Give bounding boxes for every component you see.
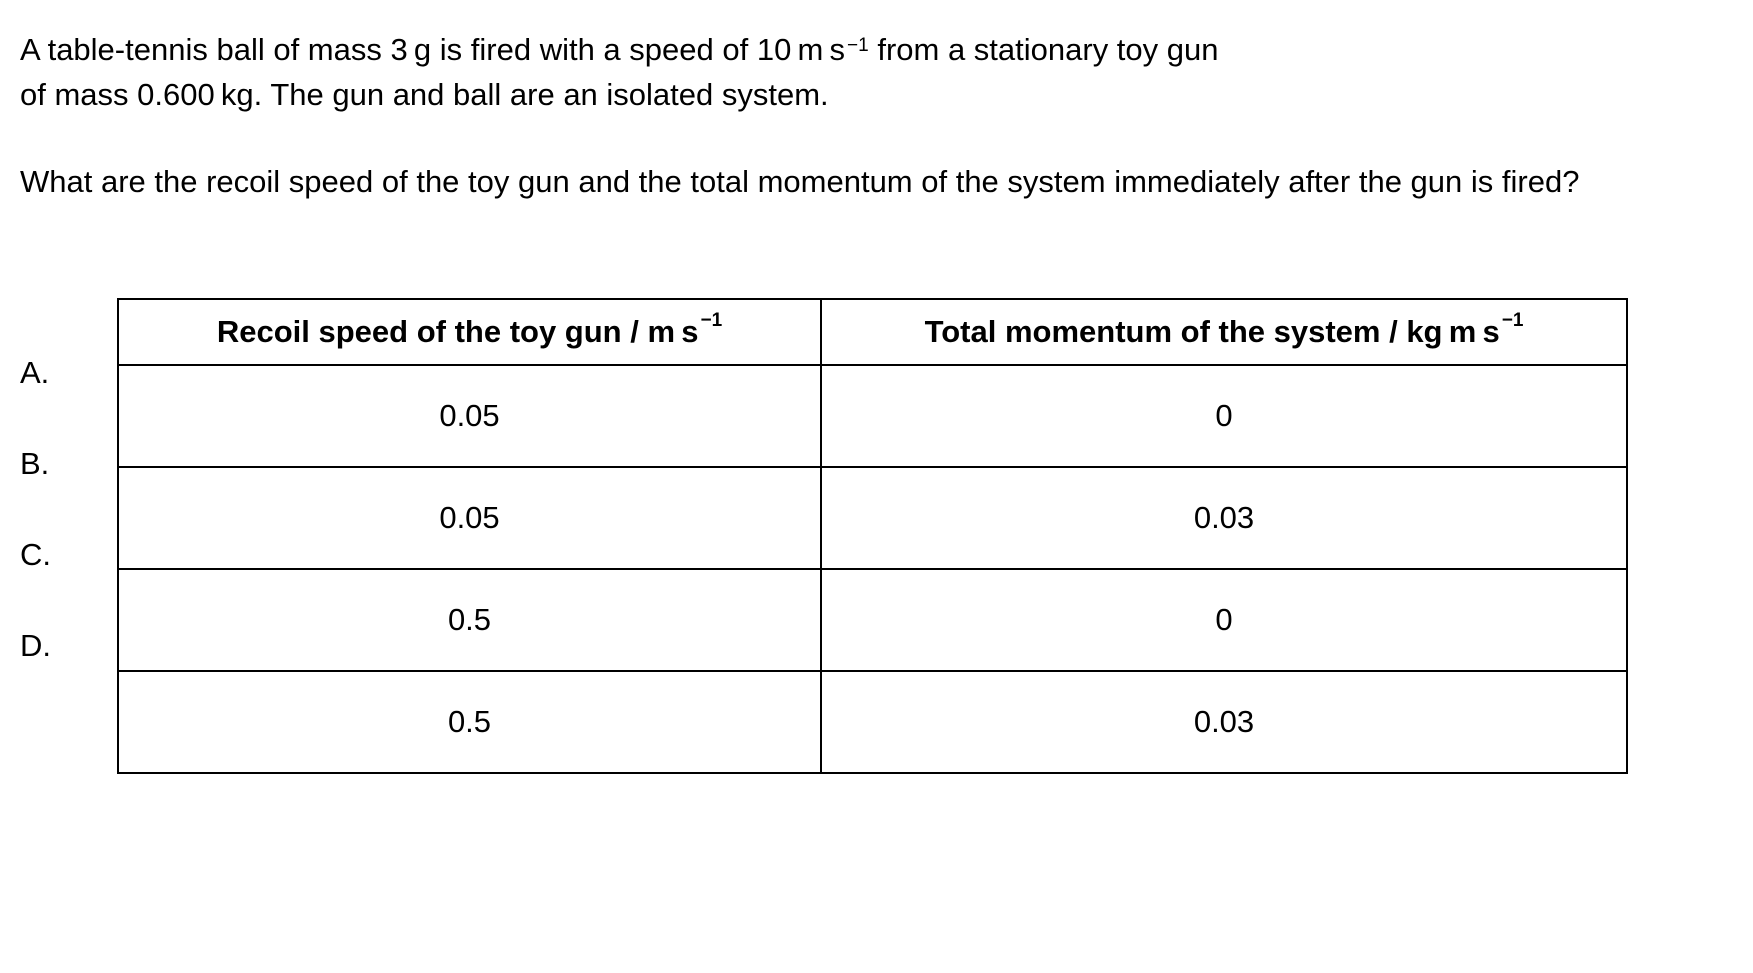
table-row[interactable] <box>118 467 1627 569</box>
table-header-row <box>118 299 1627 365</box>
question-line-1-text: A table-tennis ball of mass 3 g is fired with a speed of 10 m s <box>20 32 846 67</box>
total-momentum-cell: 0.03 <box>821 671 1627 773</box>
header-recoil-speed-text: Recoil speed of the toy gun / m s <box>216 314 699 349</box>
question-prompt: What are the recoil speed of the toy gun and the total momentum of the system immediately after the gun is fired? <box>20 164 1580 199</box>
option-label-d[interactable]: D. <box>20 628 51 663</box>
total-momentum-cell: 0.03 <box>821 467 1627 569</box>
header-total-momentum-text: Total momentum of the system / kg m s <box>924 314 1500 349</box>
table-row[interactable] <box>118 365 1627 467</box>
question-line-1 <box>20 32 1219 67</box>
question-line-2: of mass 0.600 kg. The gun and ball are an isolated system. <box>20 77 829 112</box>
total-momentum-cell: 0 <box>821 365 1627 467</box>
total-momentum-cell: 0 <box>821 569 1627 671</box>
header-total-momentum-exponent: −1 <box>1501 310 1524 331</box>
recoil-speed-cell: 0.5 <box>118 671 821 773</box>
table-row[interactable] <box>118 569 1627 671</box>
option-label-b[interactable]: B. <box>20 446 50 481</box>
recoil-speed-cell: 0.5 <box>118 569 821 671</box>
question-line-1-continuation: from a stationary toy gun <box>868 32 1219 67</box>
option-label-c[interactable]: C. <box>20 537 51 572</box>
question-stem <box>20 27 1520 117</box>
recoil-speed-cell: 0.05 <box>118 365 821 467</box>
recoil-speed-cell: 0.05 <box>118 467 821 569</box>
table-row[interactable] <box>118 671 1627 773</box>
header-total-momentum <box>821 299 1627 365</box>
header-recoil-speed <box>118 299 821 365</box>
option-label-a[interactable]: A. <box>20 355 50 390</box>
header-recoil-speed-exponent: −1 <box>700 310 723 331</box>
answer-table <box>117 298 1628 774</box>
unit-exponent: −1 <box>847 35 869 56</box>
